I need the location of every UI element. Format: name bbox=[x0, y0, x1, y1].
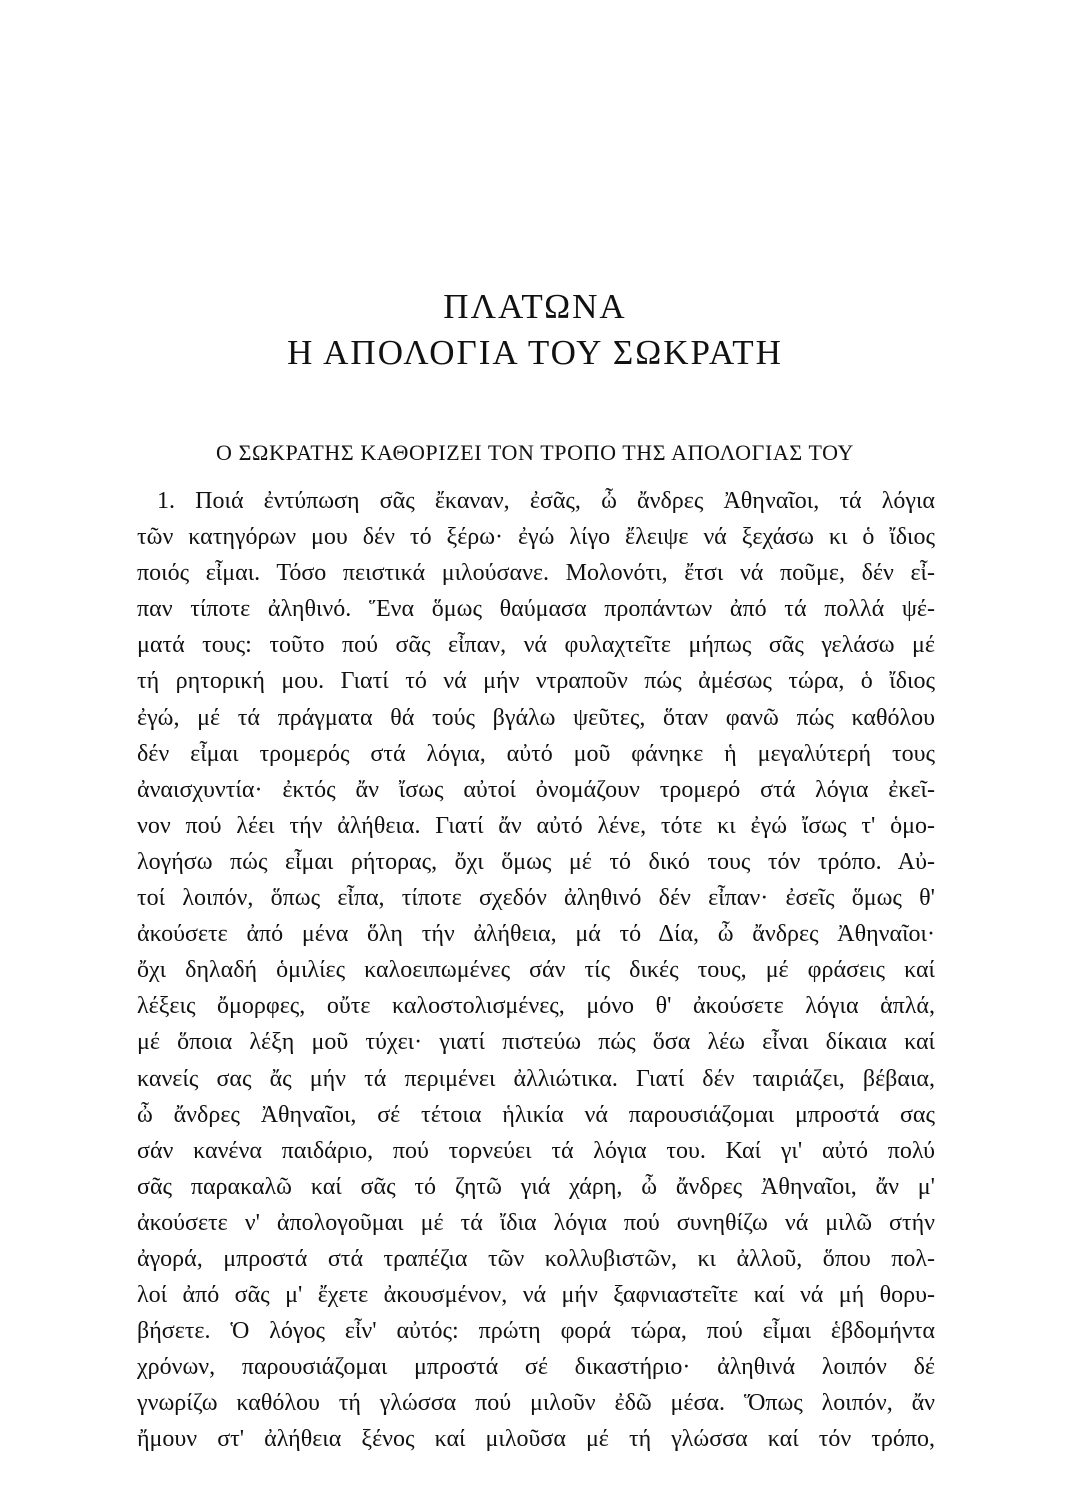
text-line: ποιός εἶμαι. Τόσο πειστικά μιλούσανε. Μολονότι, ἔτσι νά ποῦμε, δέν εἶ- bbox=[137, 560, 935, 587]
text-line: ἀκούσετε ἀπό μένα ὅλη τήν ἀλήθεια, μά τό Δία, ὦ ἄνδρες Ἀθηναῖοι· bbox=[137, 921, 935, 948]
text-line: νον πού λέει τήν ἀλήθεια. Γιατί ἄν αὐτό λένε, τότε κι ἐγώ ἴσως τ' ὁμο- bbox=[137, 812, 935, 839]
text-line: ἀναισχυντία· ἐκτός ἄν ἴσως αὐτοί ὀνομάζουν τρομερό στά λόγια ἐκεῖ- bbox=[137, 776, 935, 803]
text-line: παν τίποτε ἀληθινό. Ἕνα ὅμως θαύμασα προπάντων ἀπό τά πολλά ψέ- bbox=[137, 596, 935, 623]
text-line: λοί ἀπό σᾶς μ' ἔχετε ἀκουσμένον, νά μήν ξαφνιαστεῖτε καί νά μή θορυ- bbox=[137, 1282, 935, 1309]
text-line: λέξεις ὄμορφες, οὔτε καλοστολισμένες, μόνο θ' ἀκούσετε λόγια ἁπλά, bbox=[137, 993, 935, 1020]
text-line: κανείς σας ἄς μήν τά περιμένει ἀλλιώτικα. Γιατί δέν ταιριάζει, βέβαια, bbox=[137, 1065, 935, 1092]
section-heading: Ο ΣΩΚΡΑΤΗΣ ΚΑΘΟΡΙΖΕΙ ΤΟΝ ΤΡΟΠΟ ΤΗΣ ΑΠΟΛΟΓΙΑΣ ΤΟΥ bbox=[216, 440, 854, 465]
text-line: τή ρητορική μου. Γιατί τό νά μήν ντραποῦν πώς ἀμέσως τώρα, ὁ ἴδιος bbox=[137, 668, 935, 695]
text-line: σᾶς παρακαλῶ καί σᾶς τό ζητῶ γιά χάρη, ὦ ἄνδρες Ἀθηναῖοι, ἄν μ' bbox=[137, 1173, 935, 1200]
body-text bbox=[137, 483, 935, 1458]
text-line: τοί λοιπόν, ὅπως εἶπα, τίποτε σχεδόν ἀληθινό δέν εἶπαν· ἐσεῖς ὅμως θ' bbox=[137, 885, 935, 912]
text-line: ὦ ἄνδρες Ἀθηναῖοι, σέ τέτοια ἡλικία νά παρουσιάζομαι μπροστά σας bbox=[137, 1101, 935, 1128]
text-line: μέ ὅποια λέξη μοῦ τύχει· γιατί πιστεύω πώς ὅσα λέω εἶναι δίκαια καί bbox=[137, 1029, 935, 1056]
text-line: βήσετε. Ὁ λόγος εἶν' αὐτός: πρώτη φορά τώρα, πού εἶμαι ἑβδομήντα bbox=[137, 1318, 935, 1345]
text-line: γνωρίζω καθόλου τή γλώσσα πού μιλοῦν ἐδῶ μέσα. Ὅπως λοιπόν, ἄν bbox=[137, 1390, 935, 1417]
author-title: ΠΛΑΤΩΝΑ bbox=[443, 287, 627, 326]
text-line: χρόνων, παρουσιάζομαι μπροστά σέ δικαστήριο· ἀληθινά λοιπόν δέ bbox=[137, 1354, 935, 1381]
text-line: ἀκούσετε ν' ἀπολογοῦμαι μέ τά ἴδια λόγια πού συνηθίζω νά μιλῶ στήν bbox=[137, 1209, 935, 1236]
text-line: ἤμουν στ' ἀλήθεια ξένος καί μιλοῦσα μέ τή γλώσσα καί τόν τρόπο, bbox=[137, 1426, 935, 1453]
text-line: ἐγώ, μέ τά πράγματα θά τούς βγάλω ψεῦτες, ὅταν φανῶ πώς καθόλου bbox=[137, 704, 935, 731]
text-line: δέν εἶμαι τρομερός στά λόγια, αὐτό μοῦ φάνηκε ἡ μεγαλύτερή τους bbox=[137, 740, 935, 767]
text-line: τῶν κατηγόρων μου δέν τό ξέρω· ἐγώ λίγο ἔλειψε νά ξεχάσω κι ὁ ἴδιος bbox=[137, 524, 935, 551]
text-line: σάν κανένα παιδάριο, πού τορνεύει τά λόγια του. Καί γι' αὐτό πολύ bbox=[137, 1137, 935, 1164]
text-line: ὄχι δηλαδή ὁμιλίες καλοειπωμένες σάν τίς δικές τους, μέ φράσεις καί bbox=[137, 957, 935, 984]
text-line: ἀγορά, μπροστά στά τραπέζια τῶν κολλυβιστῶν, κι ἀλλοῦ, ὅπου πολ- bbox=[137, 1245, 935, 1272]
text-line: λογήσω πώς εἶμαι ρήτορας, ὄχι ὅμως μέ τό δικό τους τόν τρόπο. Αὐ- bbox=[137, 848, 935, 875]
text-line: ματά τους: τοῦτο πού σᾶς εἶπαν, νά φυλαχτεῖτε μήπως σᾶς γελάσω μέ bbox=[137, 632, 935, 659]
work-title: Η ΑΠΟΛΟΓΙΑ ΤΟΥ ΣΩΚΡΑΤΗ bbox=[287, 333, 783, 372]
text-line: 1. Ποιά ἐντύπωση σᾶς ἔκαναν, ἐσᾶς, ὦ ἄνδρες Ἀθηναῖοι, τά λόγια bbox=[157, 488, 935, 514]
